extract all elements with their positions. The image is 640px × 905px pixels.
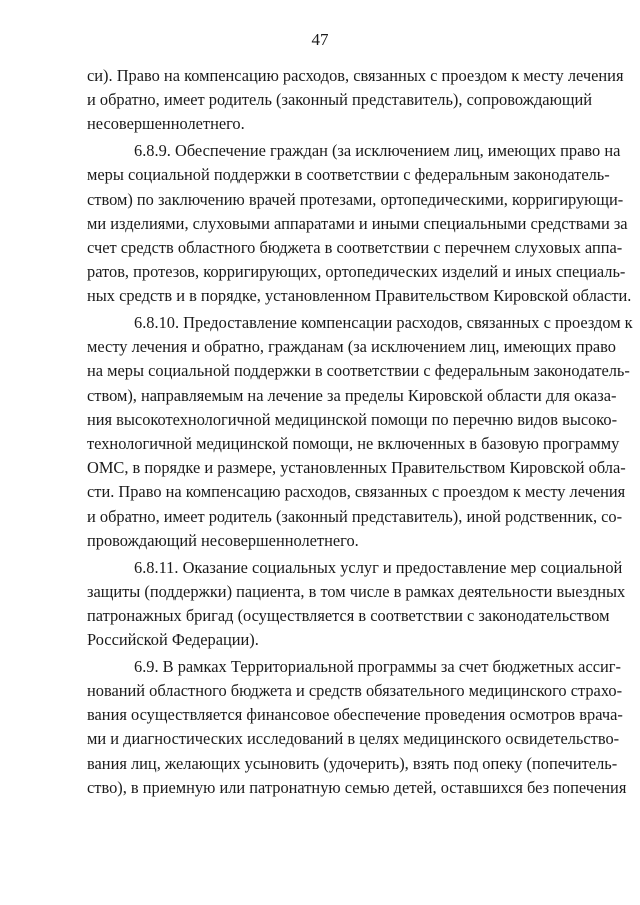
text-line: ных средств и в порядке, установленном Правительством Кировской области. bbox=[87, 286, 632, 306]
text-line: ством), направляемым на лечение за пределы Кировской области для оказа- bbox=[87, 385, 617, 405]
text-line: ратов, протезов, корригирующих, ортопедических изделий и иных специаль- bbox=[87, 262, 626, 282]
paragraph-6-8-11 bbox=[87, 556, 626, 653]
text-line: 6.9. В рамках Территориальной программы за счет бюджетных ассиг- bbox=[134, 656, 621, 676]
text-line: ОМС, в порядке и размере, установленных Правительством Кировской обла- bbox=[87, 458, 626, 478]
document-body bbox=[87, 64, 633, 800]
text-line: нований областного бюджета и средств обязательного медицинского страхо- bbox=[87, 681, 623, 701]
text-line: вания лиц, желающих усыновить (удочерить), взять под опеку (попечитель- bbox=[87, 753, 618, 773]
text-line: и обратно, имеет родитель (законный представитель), сопровождающий bbox=[87, 90, 592, 110]
paragraph-continuation bbox=[87, 64, 624, 137]
text-line: защиты (поддержки) пациента, в том числе в рамках деятельности выездных bbox=[87, 581, 626, 601]
text-line: на меры социальной поддержки в соответствии с федеральным законодатель- bbox=[87, 361, 630, 381]
text-line: Российской Федерации). bbox=[87, 630, 259, 650]
text-line: несовершеннолетнего. bbox=[87, 114, 245, 134]
text-line: си). Право на компенсацию расходов, связанных с проездом к месту лечения bbox=[87, 66, 624, 85]
text-line: ния высокотехнологичной медицинской помощи по перечню видов высоко- bbox=[87, 409, 618, 429]
text-line: и обратно, имеет родитель (законный представитель), иной родственник, со- bbox=[87, 506, 623, 526]
paragraph-6-8-10 bbox=[87, 311, 633, 553]
text-line: 6.8.10. Предоставление компенсации расходов, связанных с проездом к bbox=[134, 313, 633, 333]
text-line: сти. Право на компенсацию расходов, связанных с проездом к месту лечения bbox=[87, 482, 626, 502]
text-line: ством) по заключению врачей протезами, ортопедическими, корригирующи- bbox=[87, 189, 624, 209]
text-line: патронажных бригад (осуществляется в соответствии с законодательством bbox=[87, 605, 610, 625]
text-line: технологичной медицинской помощи, не включенных в базовую программу bbox=[87, 434, 620, 453]
text-line: меры социальной поддержки в соответствии с федеральным законодатель- bbox=[87, 165, 610, 185]
text-line: ми изделиями, слуховыми аппаратами и иными специальными средствами за bbox=[87, 213, 628, 233]
paragraph-6-9 bbox=[87, 655, 627, 800]
text-line: ство), в приемную или патронатную семью детей, оставшихся без попечения bbox=[87, 777, 627, 797]
text-line: вания осуществляется финансовое обеспечение проведения осмотров врача- bbox=[87, 705, 623, 725]
text-line: счет средств областного бюджета в соответствии с перечнем слуховых аппа- bbox=[87, 237, 623, 257]
text-line: ми и диагностических исследований в целях медицинского освидетельство- bbox=[87, 729, 620, 749]
page-number: 47 bbox=[311, 30, 329, 49]
text-line: месту лечения и обратно, гражданам (за исключением лиц, имеющих право bbox=[87, 337, 616, 357]
text-line: 6.8.11. Оказание социальных услуг и предоставление мер социальной bbox=[134, 557, 623, 577]
text-line: 6.8.9. Обеспечение граждан (за исключением лиц, имеющих право на bbox=[134, 141, 621, 161]
text-line: провождающий несовершеннолетнего. bbox=[87, 530, 359, 550]
paragraph-6-8-9 bbox=[87, 139, 632, 308]
